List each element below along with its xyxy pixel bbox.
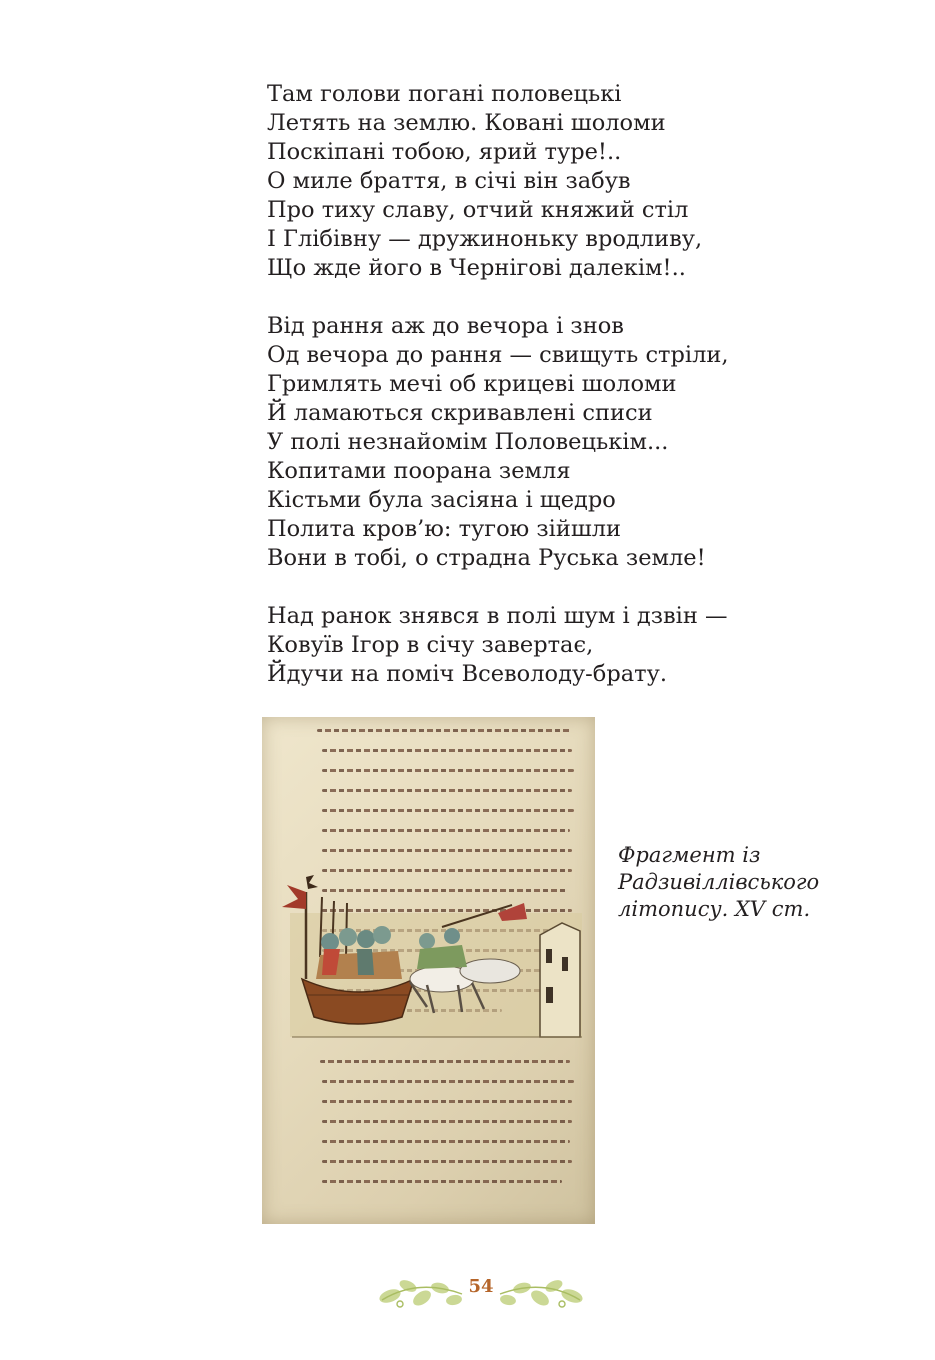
manuscript-image bbox=[262, 717, 595, 1224]
miniature-illustration bbox=[262, 717, 595, 1224]
stanza-2 bbox=[267, 312, 827, 573]
poem-line: Про тиху славу, отчий княжий стіл bbox=[267, 197, 689, 223]
poem-line: Що жде його в Чернігові далекім!.. bbox=[267, 255, 686, 281]
poem-line: Й ламаються скривавлені списи bbox=[267, 400, 653, 426]
poem-line: Летять на землю. Ковані шоломи bbox=[267, 110, 666, 136]
image-caption bbox=[618, 842, 828, 923]
poem-line: Вони в тобі, о страдна Руська земле! bbox=[267, 545, 706, 571]
poem-line: І Глібівну — дружиноньку вродливу, bbox=[267, 226, 703, 252]
poem-line: Ковуїв Ігор в січу завертає, bbox=[267, 632, 594, 658]
poem-line: Від рання аж до вечора і знов bbox=[267, 313, 624, 339]
poem-line: Копитами поорана земля bbox=[267, 458, 571, 484]
stanza-3 bbox=[267, 602, 827, 689]
poem-line: О миле браття, в січі він забув bbox=[267, 168, 631, 194]
poem-line: У полі незнайомім Половецькім... bbox=[267, 429, 669, 455]
caption-line: літопису. XV ст. bbox=[618, 897, 811, 921]
caption-line: Радзивіллівського bbox=[618, 870, 820, 894]
poem-line: Кістьми була засіяна і щедро bbox=[267, 487, 616, 513]
poem-line: Над ранок знявся в полі шум і дзвін — bbox=[267, 603, 728, 629]
poem-line: Од вечора до рання — свищуть стріли, bbox=[267, 342, 729, 368]
poem-line: Поскіпані тобою, ярий туре!.. bbox=[267, 139, 622, 165]
poem-line: Гримлять мечі об крицеві шоломи bbox=[267, 371, 677, 397]
stanza-1 bbox=[267, 80, 827, 283]
poem-line: Йдучи на поміч Всеволоду-брату. bbox=[267, 661, 667, 687]
page-footer bbox=[378, 1270, 584, 1312]
poem-line: Там голови погані половецькі bbox=[267, 81, 622, 107]
poem-line: Полита кров’ю: тугою зійшли bbox=[267, 516, 622, 542]
page-number: 54 bbox=[468, 1276, 494, 1297]
caption-line: Фрагмент із bbox=[618, 843, 761, 867]
poem bbox=[267, 80, 827, 689]
